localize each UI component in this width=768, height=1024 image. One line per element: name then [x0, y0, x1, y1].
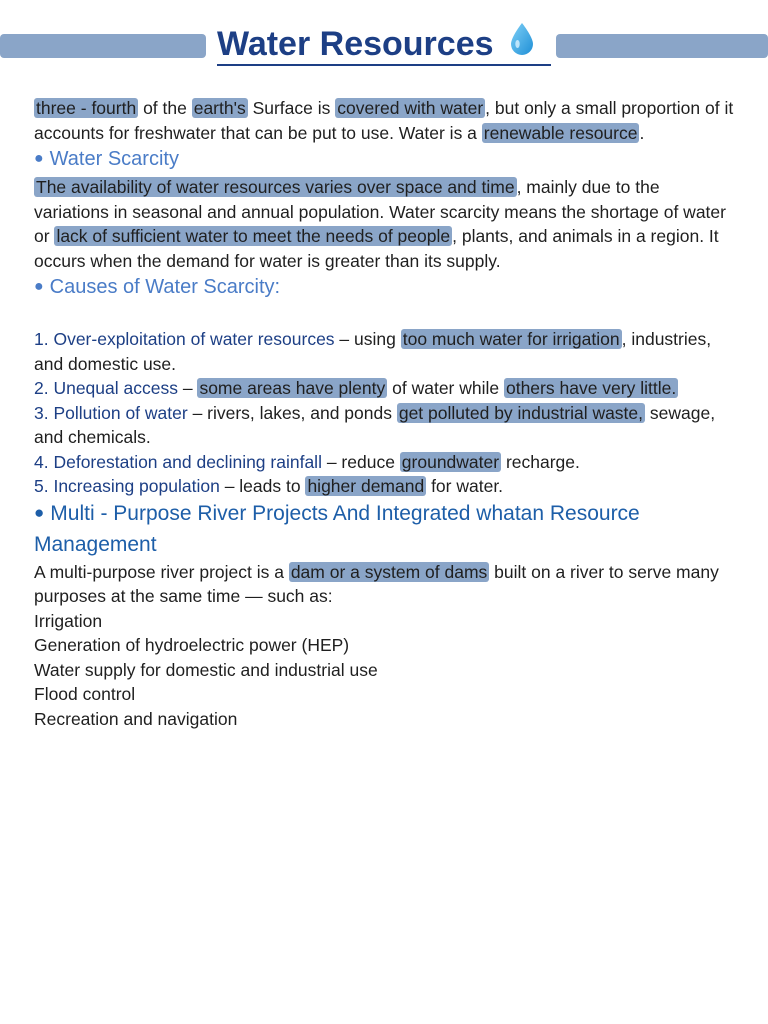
- cause-label: 1. Over-exploitation of water resources: [34, 329, 335, 349]
- title-bar: [0, 24, 768, 68]
- cause-item: [34, 450, 739, 475]
- intro-paragraph: [34, 96, 739, 145]
- cause-item: [34, 474, 739, 499]
- text-run: – rivers, lakes, and ponds: [187, 402, 397, 423]
- text-run: , industries, and domestic use.: [34, 329, 712, 374]
- highlight: too much water for irrigation: [402, 329, 620, 349]
- highlight: three - fourth: [36, 98, 137, 118]
- text-run: of water while: [387, 378, 504, 398]
- highlight: renewable resource: [483, 122, 638, 143]
- purpose-line: Recreation and navigation: [34, 708, 238, 729]
- text-run: sewage, and chemicals.: [34, 402, 716, 447]
- text-run: – using: [334, 329, 401, 349]
- highlight: covered with water: [337, 98, 484, 118]
- purpose-line: Generation of hydroelectric power (HEP): [34, 635, 350, 655]
- highlight: others have very little.: [505, 378, 677, 398]
- purpose-line: Flood control: [34, 684, 136, 704]
- page-title-text: Water Resources: [217, 25, 494, 63]
- text-run: –: [177, 378, 198, 398]
- text-run: of the: [138, 98, 192, 118]
- cause-item: [34, 327, 739, 376]
- highlight: groundwater: [401, 451, 500, 472]
- text-run: A multi-purpose river project is a: [34, 561, 289, 582]
- text-run: – leads to: [219, 476, 306, 496]
- title-decor-left: [0, 34, 206, 58]
- text-run: , mainly due to the variations in seasonal and annual population. Water scarcity means the shortage of water or: [34, 177, 726, 246]
- highlight: higher demand: [307, 476, 425, 496]
- cause-label: 3. Pollution of water: [34, 402, 188, 423]
- text-run: .: [639, 122, 645, 143]
- section-heading-causes: [34, 273, 739, 303]
- cause-item: [34, 376, 739, 401]
- section-heading-multi-purpose: [34, 499, 739, 560]
- bullet-dot-icon: ●: [34, 502, 45, 522]
- cause-label: 4. Deforestation and declining rainfall: [34, 451, 322, 472]
- cause-item: [34, 401, 739, 450]
- text-run: , but only a small proportion of it accounts for freshwater that can be put to use. Water is a: [34, 98, 734, 143]
- highlight: dam or a system of dams: [290, 561, 488, 582]
- section-heading-text: Causes of Water Scarcity:: [49, 276, 281, 298]
- text-run: Surface is: [247, 98, 336, 118]
- title-decor-right: [556, 34, 768, 58]
- section-heading-text: Multi - Purpose River Projects And Integrated whatan Resource Management: [34, 501, 640, 556]
- highlight: some areas have plenty: [199, 378, 386, 398]
- section-heading-text: Water Scarcity: [49, 148, 179, 170]
- text-run: recharge.: [501, 451, 580, 472]
- text-run: – reduce: [321, 451, 400, 472]
- purpose-line: Irrigation: [34, 610, 103, 631]
- text-run: for water.: [426, 476, 504, 496]
- purpose-line: Water supply for domestic and industrial use: [34, 659, 378, 680]
- cause-label: 2. Unequal access: [34, 378, 178, 398]
- text-run: built on a river to serve many purposes at the same time — such as:: [34, 561, 719, 606]
- document-body: [34, 96, 739, 731]
- multi-purpose-paragraph: [34, 560, 739, 609]
- scarcity-paragraph: [34, 175, 739, 273]
- text-run: , plants, and animals in a region. It occurs when the demand for water is greater than its supply.: [34, 226, 719, 271]
- highlight: lack of sufficient water to meet the needs of people: [56, 226, 451, 246]
- bullet-dot-icon: ●: [34, 278, 44, 295]
- bullet-dot-icon: ●: [34, 150, 44, 167]
- cause-label: 5. Increasing population: [34, 476, 220, 496]
- section-heading-scarcity: [34, 145, 739, 175]
- page-title: [217, 24, 551, 66]
- highlight: The availability of water resources varies over space and time: [36, 177, 515, 197]
- highlight: earth's: [193, 98, 246, 118]
- highlight: get polluted by industrial waste,: [398, 402, 644, 423]
- water-drop-icon: [509, 22, 535, 65]
